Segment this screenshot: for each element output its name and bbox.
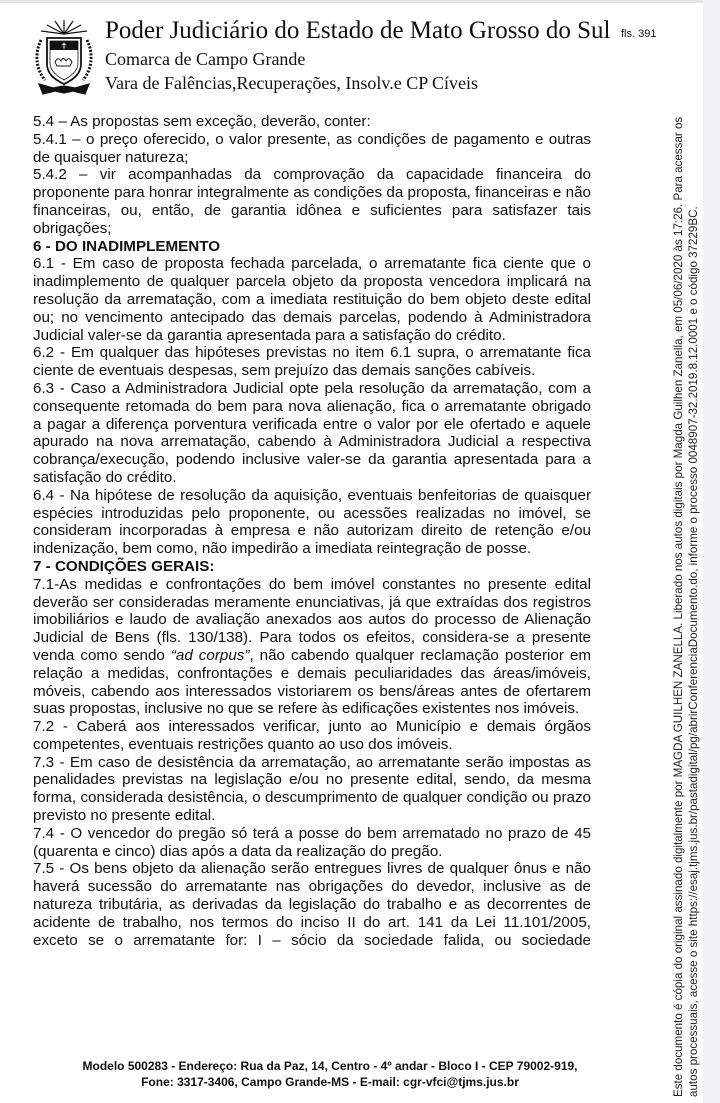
top-border xyxy=(0,0,720,3)
footer-contact: Fone: 3317-3406, Campo Grande-MS - E-mail: cgr-vfci@tjms.jus.br xyxy=(141,1075,519,1089)
section-7-heading: 7 - CONDIÇÕES GERAIS: xyxy=(33,557,215,575)
clause-7-3: 7.3 - Em caso de desistência da arrematação, ao arrematante serão impostas as penalidades previstas na legislação e/ou no presente edital, sendo, da mesma forma, considerada desistência, o descumprimento de qualquer condição ou prazo previsto no presente edital. xyxy=(33,753,591,825)
document-footer xyxy=(20,1058,640,1090)
scroll-gutter[interactable] xyxy=(703,0,720,1103)
clause-7-1-part-b: , não cabendo qualquer reclamação posterior em relação a medidas, confrontações e demais peculiaridades das áreas/imóveis, móveis, cabendo aos interessados vistoriarem os bens/áreas antes de ofertarem suas propostas, inclusive no que se refere às edificações existentes nos imóveis. xyxy=(33,646,591,718)
clause-6-2: 6.2 - Em qualquer das hipóteses previstas no item 6.1 supra, o arrematante fica ciente de eventuais despesas, sem prejuízo das demais sanções cabíveis. xyxy=(33,344,591,380)
clause-7-4: 7.4 - O vencedor do pregão só terá a posse do bem arrematado no prazo de 45 (quarenta e cinco) dias após a data da realização do pregão. xyxy=(33,824,591,860)
coat-of-arms-icon xyxy=(33,18,95,98)
signature-line-2: autos processuais, acesse o site https://esaj.tjms.jus.br/pastadigital/pg/abrirConferenciaDocumento.do, informe o processo 0048907-32.2019.8.12.0001 e o código 37229BC. xyxy=(687,206,700,1097)
court-division: Vara de Falências,Recuperações, Insolv.e CP Cíveis xyxy=(105,73,479,93)
clause-6-4: 6.4 - Na hipótese de resolução da aquisição, eventuais benfeitorias de quaisquer espécies introduzidas pelo proponente, ou acessões realizadas no imóvel, se consideram incorporadas à empresa e não autorizam direito de retenção e/ou indenização, bem como, não impedirão a imediata reintegração de posse. xyxy=(33,486,591,558)
clause-5-4: 5.4 – As propostas sem exceção, deverão, conter: xyxy=(33,113,371,130)
clause-7-1 xyxy=(33,576,591,718)
footer-address: Modelo 500283 - Endereço: Rua da Paz, 14, Centro - 4º andar - Bloco I - CEP 79002-919, xyxy=(82,1059,578,1073)
clause-6-1: 6.1 - Em caso de proposta fechada parcelada, o arrematante fica ciente que o inadimplemento de qualquer parcela objeto da proposta vencedora implicará na resolução da arrematação, com a imediata restituição do bem objeto deste edital ou; no vencimento antecipado das demais parcelas, podendo à Administradora Judicial valer-se da garantia apresentada para a satisfação do crédito. xyxy=(33,255,591,344)
signature-line-1: Este documento é cópia do original assinado digitalmente por MAGDA GUILHEN ZANELLA. Liberado nos autos digitais por Magda Guilhen Zanella, em 05/06/2020 às 17:26. Para acessar os xyxy=(672,116,685,1097)
clause-5-4-2: 5.4.2 – vir acompanhadas da comprovação da capacidade financeira do proponente para honrar integralmente as condições da proposta, financeiras e não financeiras, ou, então, de garantia idônea e suficientes para satisfazer tais obrigações; xyxy=(33,166,591,237)
court-title: Poder Judiciário do Estado de Mato Grosso do Sul xyxy=(105,17,611,44)
document-body xyxy=(33,113,591,949)
page-reference: fls. 391 xyxy=(621,28,657,40)
court-district: Comarca de Campo Grande xyxy=(105,49,306,69)
clause-6-3: 6.3 - Caso a Administradora Judicial opte pela resolução da arrematação, com a consequente retomada do bem para nova alienação, fica o arrematante obrigado a pagar a diferença porventura verificada entre o valor por ele ofertado e aquele apurado na nova arrematação, cabendo à Administradora Judicial a respectiva cobrança/execução, podendo inclusive valer-se da garantia apresentada para a satisfação do crédito. xyxy=(33,379,591,486)
document-header xyxy=(33,14,673,104)
clause-7-1-part-a: 7.1-As medidas e confrontações do bem imóvel constantes no presente edital deverão ser consideradas meramente enunciativas, já que extraídas dos registros imobiliários e laudo de avaliação anexados aos autos do processo de Alienação Judicial de Bens (fls. 130/138). Para todos os efeitos, considera-se a presente venda como sendo xyxy=(33,575,591,664)
digital-signature-stamp xyxy=(671,12,701,1097)
section-6-heading: 6 - DO INADIMPLEMENTO xyxy=(33,237,221,255)
clause-5-4-1: 5.4.1 – o preço oferecido, o valor presente, as condições de pagamento e outras de quaisquer natureza; xyxy=(33,130,591,166)
clause-7-5: 7.5 - Os bens objeto da alienação serão entregues livres de qualquer ônus e não haverá sucessão do arrematante nas obrigações do devedor, inclusive as de natureza tributária, as derivadas da legislação do trabalho e as decorrentes de acidente de trabalho, nos termos do inciso II do art. 141 da Lei 11.101/2005, exceto se o arrematante for: I – sócio da sociedade falida, ou sociedade xyxy=(33,860,591,949)
ad-corpus-term: “ad corpus” xyxy=(170,646,250,664)
clause-7-2: 7.2 - Caberá aos interessados verificar, junto ao Município e demais órgãos competentes, eventuais restrições quanto ao uso dos imóveis. xyxy=(33,718,591,753)
